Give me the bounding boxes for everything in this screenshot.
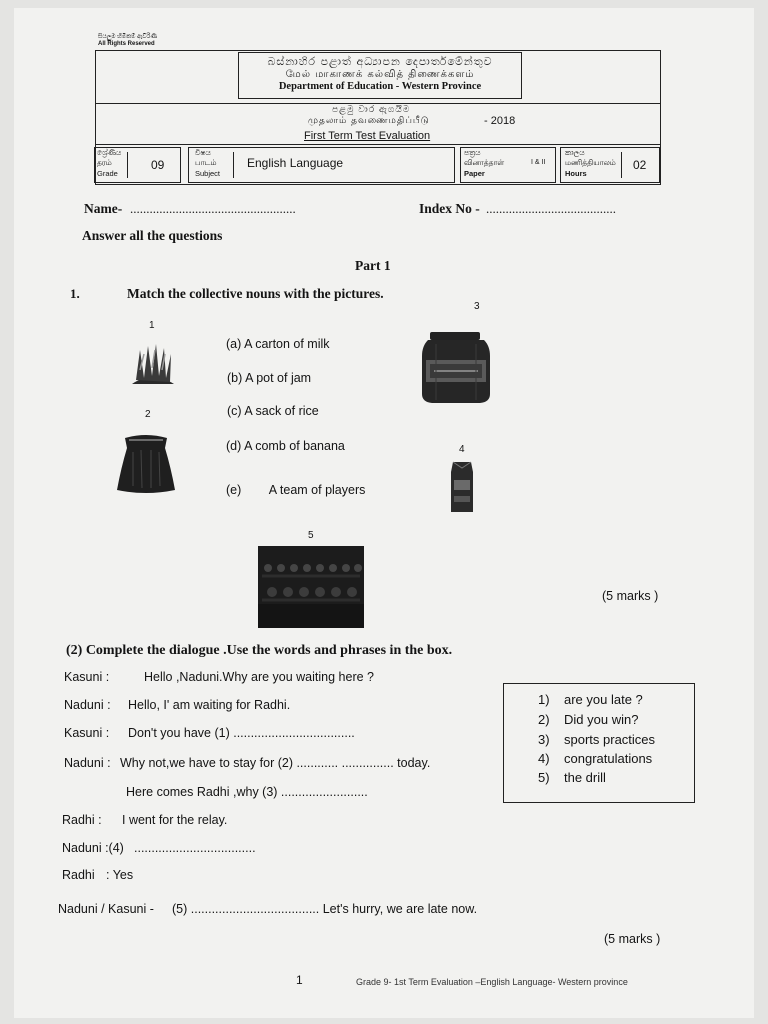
grade-value: 09: [151, 158, 165, 172]
word-box-num: 4): [538, 751, 550, 766]
picture-number-2: 2: [145, 409, 151, 420]
dept-english: Department of Education - Western Province: [278, 81, 482, 92]
option-d: [226, 439, 345, 453]
header-divider-2: [95, 144, 661, 145]
dialogue-text[interactable]: (5) ..................................... Let's hurry, we are late now.: [172, 902, 478, 916]
word-box-text: are you late ?: [564, 692, 643, 707]
word-box-text: sports practices: [564, 732, 656, 747]
subject-label-si: විෂය: [195, 148, 211, 157]
dialogue-speaker: Kasuni :: [64, 670, 110, 684]
dialogue-speaker: Naduni :: [64, 756, 111, 770]
option-e: [226, 483, 365, 497]
rice-sack-picture: [115, 432, 177, 496]
word-box-num: 3): [538, 732, 550, 747]
department-box: [238, 52, 522, 99]
q2-marks: (5 marks ): [604, 932, 661, 946]
grade-sep: [127, 152, 128, 178]
dialogue-line-4: [64, 756, 430, 770]
subject-sep: [233, 152, 234, 178]
option-d-text: A comb of banana: [244, 439, 345, 453]
picture-number-5: 5: [308, 530, 314, 541]
option-d-letter: (d): [226, 439, 242, 453]
dept-tamil: மேல் மாகாணக் கல்வித் திணைக்களம்: [285, 69, 475, 80]
subject-value: English Language: [247, 156, 344, 170]
dept-sinhala: බස්නාහිර පළාත් අධ්‍යාපන දෙපාර්තමේන්තුව: [267, 55, 493, 68]
option-e-letter: (e): [226, 483, 242, 497]
option-b: [227, 371, 311, 385]
grade-label-si: ශ්‍රේණිය: [97, 148, 122, 157]
dialogue-line-5: [126, 785, 368, 799]
q1-text: Match the collective nouns with the pictures.: [127, 286, 384, 301]
grade-label-en: Grade: [97, 169, 118, 178]
word-box: [503, 683, 695, 803]
copyright-english: All Rights Reserved: [98, 41, 155, 47]
q1-number: 1.: [70, 286, 80, 301]
hours-cell: [560, 147, 660, 183]
subject-label-en: Subject: [195, 169, 221, 178]
instructions: Answer all the questions: [82, 228, 223, 243]
dialogue-line-3: [64, 726, 355, 740]
option-a: [226, 337, 330, 351]
hours-sep: [621, 152, 622, 178]
word-box-num: 1): [538, 692, 550, 707]
option-e-text: A team of players: [268, 483, 366, 497]
dialogue-speaker: Naduni / Kasuni -: [58, 902, 154, 916]
page-number: 1: [296, 973, 303, 987]
dialogue-text: Hello ,Naduni.Why are you waiting here ?: [144, 670, 374, 684]
word-box-text: congratulations: [564, 751, 653, 766]
word-box-item-2: [538, 712, 638, 727]
grade-cell: [94, 147, 181, 183]
dialogue-text[interactable]: Here comes Radhi ,why (3) .........................: [126, 785, 368, 799]
dialogue-line-2: [64, 698, 290, 712]
picture-number-3: 3: [474, 301, 480, 312]
hours-label-en: Hours: [565, 169, 587, 178]
index-label: Index No -: [419, 201, 480, 216]
hours-value: 02: [633, 158, 647, 172]
paper-value: I & II: [531, 159, 546, 166]
footer-text: Grade 9- 1st Term Evaluation –English Language- Western province: [356, 977, 628, 987]
subject-cell: [188, 147, 455, 183]
test-year: - 2018: [484, 115, 516, 127]
word-box-text: the drill: [564, 770, 606, 785]
dialogue-text: Hello, I' am waiting for Radhi.: [128, 698, 291, 712]
option-b-letter: (b): [227, 371, 243, 385]
test-tamil: முதலாம் தவணைமதிப்பீடு: [308, 116, 430, 126]
option-c: [227, 404, 319, 418]
dialogue-speaker: Kasuni :: [64, 726, 110, 740]
picture-number-1: 1: [149, 320, 155, 331]
milk-carton-picture: [447, 460, 477, 514]
index-field[interactable]: ........................................: [486, 201, 616, 216]
word-box-num: 5): [538, 770, 550, 785]
word-box-num: 2): [538, 712, 550, 727]
banana-bunch-picture: [126, 340, 178, 388]
dialogue-speaker: Radhi: [62, 868, 95, 882]
dialogue-line-1: [64, 670, 374, 684]
test-sinhala: පළමු වාර ඇගයීම: [332, 105, 411, 115]
option-c-letter: (c): [227, 404, 242, 418]
option-a-text: A carton of milk: [244, 337, 330, 351]
option-a-letter: (a): [226, 337, 242, 351]
dialogue-line-8: [62, 868, 133, 882]
dialogue-line-7: [62, 841, 256, 855]
option-b-text: A pot of jam: [245, 371, 312, 385]
hours-label-si: කාලය: [565, 148, 585, 157]
dialogue-text: I went for the relay.: [122, 813, 228, 827]
word-box-item-1: [538, 692, 643, 707]
dialogue-speaker: Naduni :: [64, 698, 111, 712]
dialogue-line-6: [62, 813, 227, 827]
team-of-players-picture: [258, 546, 364, 628]
paper-label-en: Paper: [464, 169, 485, 178]
test-english: First Term Test Evaluation: [304, 130, 431, 142]
word-box-item-5: [538, 770, 606, 785]
word-box-item-3: [538, 732, 655, 747]
dialogue-text[interactable]: ...................................: [134, 841, 256, 855]
grade-label-ta: தரம்: [97, 158, 112, 167]
name-field[interactable]: ...................................................: [130, 201, 296, 216]
paper-label-si: පත්‍රය: [464, 148, 481, 157]
option-c-text: A sack of rice: [244, 404, 319, 418]
name-label: Name-: [84, 201, 123, 216]
part1-title: Part 1: [355, 258, 391, 273]
dialogue-speaker: Naduni :(4): [62, 841, 124, 855]
part1-marks: (5 marks ): [602, 589, 659, 603]
paper-label-ta: வினாத்தாள்: [464, 158, 505, 167]
header-divider: [95, 103, 661, 104]
jam-pot-picture: [420, 330, 492, 406]
dialogue-text[interactable]: Why not,we have to stay for (2) ............ ............... today.: [120, 756, 431, 770]
dialogue-speaker: Radhi :: [62, 813, 102, 827]
dialogue-line-9: [58, 902, 477, 916]
paper-cell: [460, 147, 556, 183]
picture-number-4: 4: [459, 444, 465, 455]
copyright-sinhala: සියලුම හිමිකම් ඇවිරිණි: [98, 34, 157, 40]
dialogue-text[interactable]: Don't you have (1) ...................................: [128, 726, 355, 740]
subject-label-ta: பாடம்: [195, 158, 217, 167]
q2-title: (2) Complete the dialogue .Use the words and phrases in the box.: [66, 643, 453, 658]
hours-label-ta: மணித்தியாலம்: [565, 158, 616, 167]
word-box-item-4: [538, 751, 652, 766]
dialogue-text: : Yes: [106, 868, 134, 882]
word-box-text: Did you win?: [564, 712, 639, 727]
